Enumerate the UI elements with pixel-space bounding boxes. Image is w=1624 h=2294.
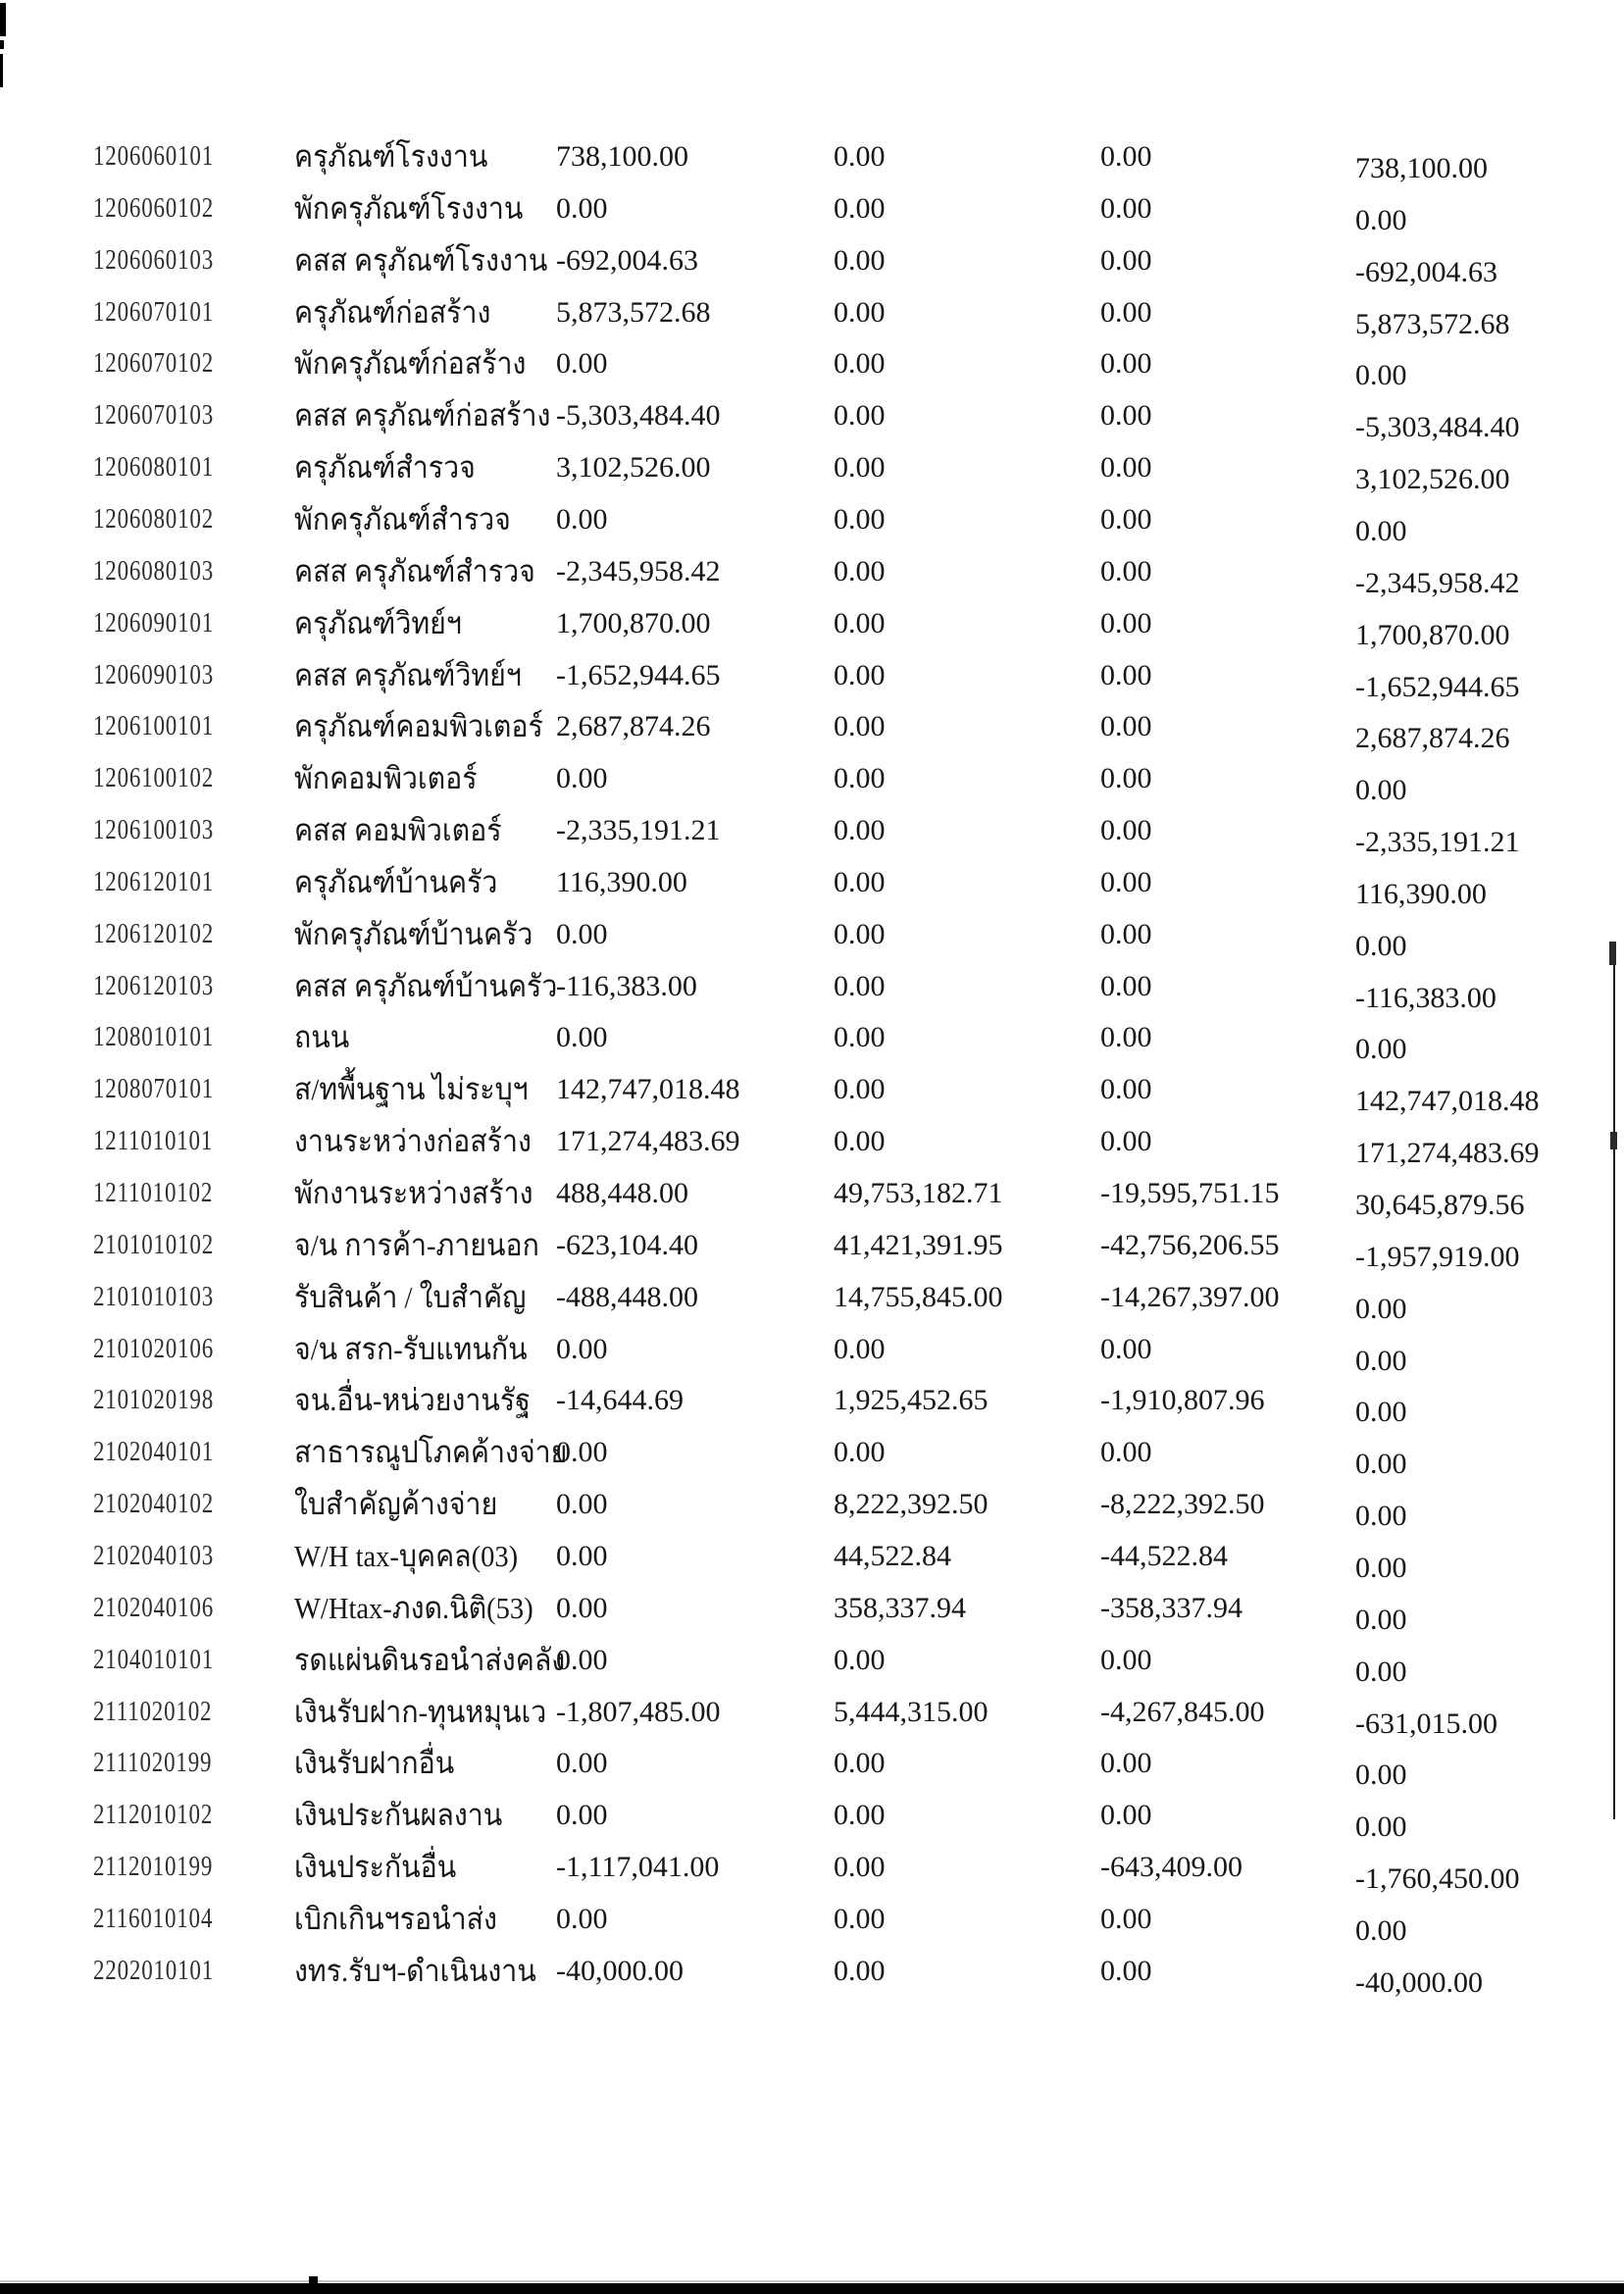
amount-column-3: 0.00 (1100, 503, 1152, 535)
amount-column-4: 171,274,483.69 (1355, 1137, 1540, 1169)
amount-column-1: -488,448.00 (556, 1281, 698, 1313)
amount-column-2: 0.00 (834, 555, 886, 587)
amount-column-1: -5,303,484.40 (556, 399, 721, 432)
amount-column-3: -8,222,392.50 (1100, 1488, 1265, 1520)
account-code: 1206080103 (93, 556, 214, 586)
account-description: พักครุภัณฑ์โรงงาน (294, 191, 524, 226)
amount-column-2: 1,925,452.65 (834, 1384, 989, 1416)
amount-column-3: 0.00 (1100, 918, 1152, 950)
amount-column-4: -2,335,191.21 (1355, 826, 1520, 858)
account-description: ครุภัณฑ์คอมพิวเตอร์ (294, 709, 543, 743)
account-description: เบิกเกินฯรอนำส่ง (294, 1902, 497, 1936)
table-row (0, 607, 1624, 659)
account-code: 2101020106 (93, 1334, 214, 1364)
account-description: จ/น สรก-รับแทนกัน (294, 1332, 528, 1366)
amount-column-4: 0.00 (1355, 1293, 1407, 1325)
amount-column-1: -2,345,958.42 (556, 555, 721, 587)
amount-column-1: 116,390.00 (556, 866, 687, 898)
scan-edge-mark-topleft (0, 40, 4, 49)
amount-column-3: 0.00 (1100, 866, 1152, 898)
amount-column-4: -40,000.00 (1355, 1966, 1483, 1999)
table-row (0, 1955, 1624, 2007)
amount-column-2: 0.00 (834, 1747, 886, 1779)
amount-column-4: 0.00 (1355, 1500, 1407, 1532)
account-description: คสส คอมพิวเตอร์ (294, 813, 502, 847)
amount-column-1: 738,100.00 (556, 140, 688, 173)
amount-column-3: -643,409.00 (1100, 1851, 1243, 1883)
amount-column-4: 0.00 (1355, 1604, 1407, 1636)
account-code: 2111020199 (93, 1748, 213, 1778)
table-row (0, 1333, 1624, 1385)
table-row (0, 347, 1624, 399)
amount-column-2: 41,421,391.95 (834, 1229, 1003, 1261)
table-row (0, 1592, 1624, 1644)
amount-column-3: 0.00 (1100, 1073, 1152, 1105)
amount-column-1: -1,652,944.65 (556, 659, 721, 691)
amount-column-2: 0.00 (834, 814, 886, 846)
amount-column-2: 0.00 (834, 607, 886, 639)
amount-column-4: -1,957,919.00 (1355, 1241, 1520, 1273)
table-row (0, 1281, 1624, 1333)
amount-column-2: 0.00 (834, 659, 886, 691)
amount-column-3: 0.00 (1100, 710, 1152, 742)
amount-column-3: -358,337.94 (1100, 1592, 1243, 1624)
account-code: 2101010102 (93, 1230, 214, 1260)
account-description: เงินประกันผลงาน (294, 1798, 503, 1832)
account-code: 2102040101 (93, 1437, 214, 1467)
amount-column-1: 171,274,483.69 (556, 1125, 740, 1157)
amount-column-4: -5,303,484.40 (1355, 411, 1520, 443)
amount-column-4: 0.00 (1355, 515, 1407, 547)
amount-column-3: -4,267,845.00 (1100, 1696, 1265, 1728)
account-code: 1206120102 (93, 919, 214, 949)
amount-column-2: 0.00 (834, 1799, 886, 1831)
amount-column-3: 0.00 (1100, 1747, 1152, 1779)
account-description: พักครุภัณฑ์ก่อสร้าง (294, 346, 527, 381)
amount-column-1: -40,000.00 (556, 1955, 684, 1987)
table-row (0, 1747, 1624, 1799)
amount-column-4: -692,004.63 (1355, 256, 1497, 288)
amount-column-4: 142,747,018.48 (1355, 1085, 1540, 1117)
amount-column-1: 142,747,018.48 (556, 1073, 740, 1105)
amount-column-4: 0.00 (1355, 1345, 1407, 1377)
account-description: เงินประกันอื่น (294, 1850, 457, 1884)
table-row (0, 866, 1624, 918)
amount-column-4: 0.00 (1355, 1810, 1407, 1843)
amount-column-4: 2,687,874.26 (1355, 722, 1510, 754)
account-code: 2102040102 (93, 1489, 214, 1519)
table-row (0, 1799, 1624, 1851)
account-description: ครุภัณฑ์ก่อสร้าง (294, 295, 491, 330)
account-description: จน.อื่น-หน่วยงานรัฐ (294, 1383, 531, 1417)
amount-column-2: 0.00 (834, 1333, 886, 1365)
amount-column-1: -2,335,191.21 (556, 814, 721, 846)
amount-column-3: 0.00 (1100, 555, 1152, 587)
account-code: 1206120103 (93, 971, 214, 1001)
account-description: คสส ครุภัณฑ์โรงงาน (294, 243, 548, 278)
table-row (0, 970, 1624, 1022)
account-description: ครุภัณฑ์โรงงาน (294, 139, 488, 174)
account-description: งทร.รับฯ-ดำเนินงาน (294, 1954, 536, 1988)
account-description: พักครุภัณฑ์สำรวจ (294, 502, 511, 536)
account-description: เงินรับฝากอื่น (294, 1746, 455, 1780)
account-code: 2101010103 (93, 1282, 214, 1312)
amount-column-4: 0.00 (1355, 1396, 1407, 1428)
amount-column-4: 0.00 (1355, 359, 1407, 391)
account-code: 2112010199 (93, 1852, 214, 1882)
amount-column-3: 0.00 (1100, 1955, 1152, 1987)
amount-column-1: 0.00 (556, 192, 608, 225)
amount-column-4: 738,100.00 (1355, 152, 1488, 184)
account-description: ใบสำคัญค้างจ่าย (294, 1487, 498, 1521)
amount-column-3: 0.00 (1100, 659, 1152, 691)
table-row (0, 1540, 1624, 1592)
scan-edge-mark-topleft (0, 54, 3, 87)
amount-column-1: 3,102,526.00 (556, 451, 711, 484)
scan-edge-mark-topleft (0, 3, 6, 36)
amount-column-1: 0.00 (556, 1333, 608, 1365)
account-code: 1208010101 (93, 1022, 214, 1052)
amount-column-4: 0.00 (1355, 930, 1407, 962)
table-row (0, 1073, 1624, 1125)
account-code: 2112010102 (93, 1800, 214, 1830)
table-row (0, 555, 1624, 607)
account-description: ครุภัณฑ์บ้านครัว (294, 865, 498, 899)
amount-column-2: 0.00 (834, 296, 886, 329)
amount-column-2: 8,222,392.50 (834, 1488, 989, 1520)
amount-column-4: 0.00 (1355, 1552, 1407, 1584)
amount-column-4: 0.00 (1355, 1914, 1407, 1947)
amount-column-1: -623,104.40 (556, 1229, 698, 1261)
amount-column-1: 0.00 (556, 1644, 608, 1676)
amount-column-4: 0.00 (1355, 1033, 1407, 1065)
scan-vertical-line-tick (1609, 942, 1616, 965)
amount-column-1: 488,448.00 (556, 1177, 688, 1209)
amount-column-2: 49,753,182.71 (834, 1177, 1003, 1209)
scan-vertical-line-tick (1610, 1132, 1617, 1149)
account-code: 2202010101 (93, 1956, 214, 1986)
table-row (0, 1903, 1624, 1955)
amount-column-3: 0.00 (1100, 814, 1152, 846)
table-row (0, 244, 1624, 296)
amount-column-2: 0.00 (834, 1436, 886, 1468)
amount-column-2: 0.00 (834, 1903, 886, 1935)
scan-bottom-hairline (0, 2280, 1624, 2282)
table-row (0, 1488, 1624, 1540)
account-code: 1206080102 (93, 504, 214, 535)
amount-column-3: 0.00 (1100, 451, 1152, 484)
table-row (0, 659, 1624, 711)
amount-column-3: 0.00 (1100, 347, 1152, 380)
amount-column-2: 0.00 (834, 1955, 886, 1987)
account-code: 1206090101 (93, 608, 214, 638)
amount-column-4: 0.00 (1355, 774, 1407, 806)
table-row (0, 1851, 1624, 1903)
table-row (0, 192, 1624, 244)
account-code: 1208070101 (93, 1074, 214, 1104)
table-row (0, 1021, 1624, 1073)
account-description: งานระหว่างก่อสร้าง (294, 1124, 532, 1158)
amount-column-1: -1,807,485.00 (556, 1696, 721, 1728)
amount-column-1: 2,687,874.26 (556, 710, 711, 742)
amount-column-4: 0.00 (1355, 1656, 1407, 1688)
account-code: 2102040103 (93, 1541, 214, 1571)
account-code: 2116010104 (93, 1904, 214, 1934)
amount-column-1: 0.00 (556, 1799, 608, 1831)
amount-column-2: 0.00 (834, 1851, 886, 1883)
amount-column-3: 0.00 (1100, 1903, 1152, 1935)
amount-column-4: 116,390.00 (1355, 878, 1487, 910)
account-description: คสส ครุภัณฑ์สำรวจ (294, 554, 535, 588)
amount-column-3: 0.00 (1100, 192, 1152, 225)
account-code: 1206100102 (93, 763, 214, 793)
amount-column-2: 0.00 (834, 1125, 886, 1157)
amount-column-2: 0.00 (834, 1021, 886, 1053)
amount-column-1: 0.00 (556, 918, 608, 950)
account-code: 2102040106 (93, 1593, 214, 1623)
amount-column-2: 0.00 (834, 399, 886, 432)
amount-column-1: 0.00 (556, 1592, 608, 1624)
scan-bottom-edge-bar (0, 2283, 1624, 2294)
amount-column-3: 0.00 (1100, 1333, 1152, 1365)
table-row (0, 296, 1624, 348)
table-row (0, 1696, 1624, 1748)
amount-column-2: 0.00 (834, 244, 886, 277)
amount-column-2: 14,755,845.00 (834, 1281, 1003, 1313)
amount-column-3: 0.00 (1100, 244, 1152, 277)
amount-column-4: -1,760,450.00 (1355, 1862, 1520, 1895)
account-code: 1206100101 (93, 711, 214, 741)
account-description: คสส ครุภัณฑ์บ้านครัว (294, 969, 558, 1003)
account-code: 1206070102 (93, 348, 214, 379)
amount-column-2: 0.00 (834, 762, 886, 794)
amount-column-2: 0.00 (834, 140, 886, 173)
table-row (0, 1644, 1624, 1696)
amount-column-2: 0.00 (834, 970, 886, 1002)
amount-column-4: 30,645,879.56 (1355, 1189, 1525, 1221)
amount-column-2: 0.00 (834, 918, 886, 950)
account-description: รดแผ่นดินรอนำส่งคลัง (294, 1643, 566, 1677)
amount-column-1: -1,117,041.00 (556, 1851, 720, 1883)
account-code: 1206060103 (93, 245, 214, 276)
account-code: 1211010102 (93, 1178, 214, 1208)
amount-column-2: 44,522.84 (834, 1540, 951, 1572)
account-code: 1206120101 (93, 867, 214, 897)
table-row (0, 503, 1624, 555)
table-row (0, 1125, 1624, 1177)
table-row (0, 814, 1624, 866)
amount-column-4: 0.00 (1355, 1448, 1407, 1480)
amount-column-1: 5,873,572.68 (556, 296, 711, 329)
amount-column-1: 0.00 (556, 1540, 608, 1572)
table-row (0, 140, 1624, 192)
amount-column-4: 0.00 (1355, 204, 1407, 236)
table-row (0, 762, 1624, 814)
account-description: เงินรับฝาก-ทุนหมุนเว (294, 1695, 547, 1729)
account-code: 2104010101 (93, 1645, 214, 1675)
table-row (0, 1384, 1624, 1436)
amount-column-1: 0.00 (556, 503, 608, 535)
account-description: ส/ทพื้นฐาน ไม่ระบุฯ (294, 1072, 529, 1106)
amount-column-4: -631,015.00 (1355, 1708, 1497, 1740)
amount-column-3: 0.00 (1100, 296, 1152, 329)
account-code: 2111020102 (93, 1697, 213, 1727)
amount-column-4: 5,873,572.68 (1355, 308, 1510, 340)
scan-vertical-line-right (1613, 942, 1615, 1819)
table-row (0, 451, 1624, 503)
account-description: W/H tax-บุคคล(03) (294, 1539, 519, 1573)
account-description: ครุภัณฑ์สำรวจ (294, 450, 476, 484)
amount-column-3: 0.00 (1100, 1125, 1152, 1157)
amount-column-3: 0.00 (1100, 1436, 1152, 1468)
account-description: คสส ครุภัณฑ์ก่อสร้าง (294, 398, 551, 433)
table-row (0, 399, 1624, 451)
account-description: W/Htax-ภงด.นิติ(53) (294, 1591, 533, 1625)
amount-column-2: 0.00 (834, 451, 886, 484)
amount-column-1: -116,383.00 (556, 970, 697, 1002)
amount-column-3: -44,522.84 (1100, 1540, 1228, 1572)
amount-column-3: -14,267,397.00 (1100, 1281, 1280, 1313)
amount-column-3: 0.00 (1100, 762, 1152, 794)
amount-column-4: -2,345,958.42 (1355, 567, 1520, 599)
account-code: 1206060102 (93, 193, 214, 224)
amount-column-2: 0.00 (834, 710, 886, 742)
amount-column-4: -116,383.00 (1355, 982, 1497, 1014)
amount-column-1: 0.00 (556, 1747, 608, 1779)
account-description: พักงานระหว่างสร้าง (294, 1176, 533, 1210)
amount-column-3: 0.00 (1100, 1799, 1152, 1831)
account-description: คสส ครุภัณฑ์วิทย์ฯ (294, 658, 522, 692)
account-description: จ/น การค้า-ภายนอก (294, 1228, 539, 1262)
table-row (0, 1229, 1624, 1281)
amount-column-1: -14,644.69 (556, 1384, 684, 1416)
amount-column-3: 0.00 (1100, 1021, 1152, 1053)
amount-column-4: 1,700,870.00 (1355, 619, 1510, 651)
table-row (0, 1436, 1624, 1488)
account-description: สาธารณูปโภคค้างจ่าย (294, 1435, 568, 1469)
amount-column-4: 0.00 (1355, 1759, 1407, 1791)
amount-column-1: 0.00 (556, 347, 608, 380)
account-description: ครุภัณฑ์วิทย์ฯ (294, 606, 462, 640)
account-code: 1206070101 (93, 297, 214, 328)
amount-column-3: 0.00 (1100, 140, 1152, 173)
account-code: 1211010101 (93, 1126, 214, 1156)
amount-column-1: 0.00 (556, 1436, 608, 1468)
table-row (0, 1177, 1624, 1229)
amount-column-3: -42,756,206.55 (1100, 1229, 1280, 1261)
amount-column-1: -692,004.63 (556, 244, 698, 277)
amount-column-1: 0.00 (556, 1021, 608, 1053)
amount-column-2: 0.00 (834, 1644, 886, 1676)
amount-column-2: 0.00 (834, 503, 886, 535)
account-description: รับสินค้า / ใบสำคัญ (294, 1280, 527, 1314)
amount-column-1: 0.00 (556, 762, 608, 794)
account-code: 2101020198 (93, 1385, 214, 1415)
account-code: 1206090103 (93, 660, 214, 690)
amount-column-2: 0.00 (834, 192, 886, 225)
account-description: พักคอมพิวเตอร์ (294, 761, 478, 795)
account-description: ถนน (294, 1020, 350, 1054)
account-code: 1206100103 (93, 815, 214, 845)
account-code: 1206070103 (93, 400, 214, 431)
amount-column-4: -1,652,944.65 (1355, 671, 1520, 703)
table-row (0, 710, 1624, 762)
amount-column-2: 5,444,315.00 (834, 1696, 989, 1728)
amount-column-3: -19,595,751.15 (1100, 1177, 1280, 1209)
amount-column-3: 0.00 (1100, 399, 1152, 432)
amount-column-3: 0.00 (1100, 1644, 1152, 1676)
table-row (0, 918, 1624, 970)
account-code: 1206080101 (93, 452, 214, 483)
amount-column-2: 0.00 (834, 347, 886, 380)
account-description: พักครุภัณฑ์บ้านครัว (294, 917, 533, 951)
amount-column-2: 0.00 (834, 1073, 886, 1105)
amount-column-2: 358,337.94 (834, 1592, 966, 1624)
amount-column-1: 1,700,870.00 (556, 607, 711, 639)
amount-column-2: 0.00 (834, 866, 886, 898)
amount-column-1: 0.00 (556, 1903, 608, 1935)
account-code: 1206060101 (93, 141, 214, 172)
amount-column-1: 0.00 (556, 1488, 608, 1520)
amount-column-3: 0.00 (1100, 970, 1152, 1002)
amount-column-4: 3,102,526.00 (1355, 463, 1510, 495)
amount-column-3: 0.00 (1100, 607, 1152, 639)
amount-column-3: -1,910,807.96 (1100, 1384, 1265, 1416)
